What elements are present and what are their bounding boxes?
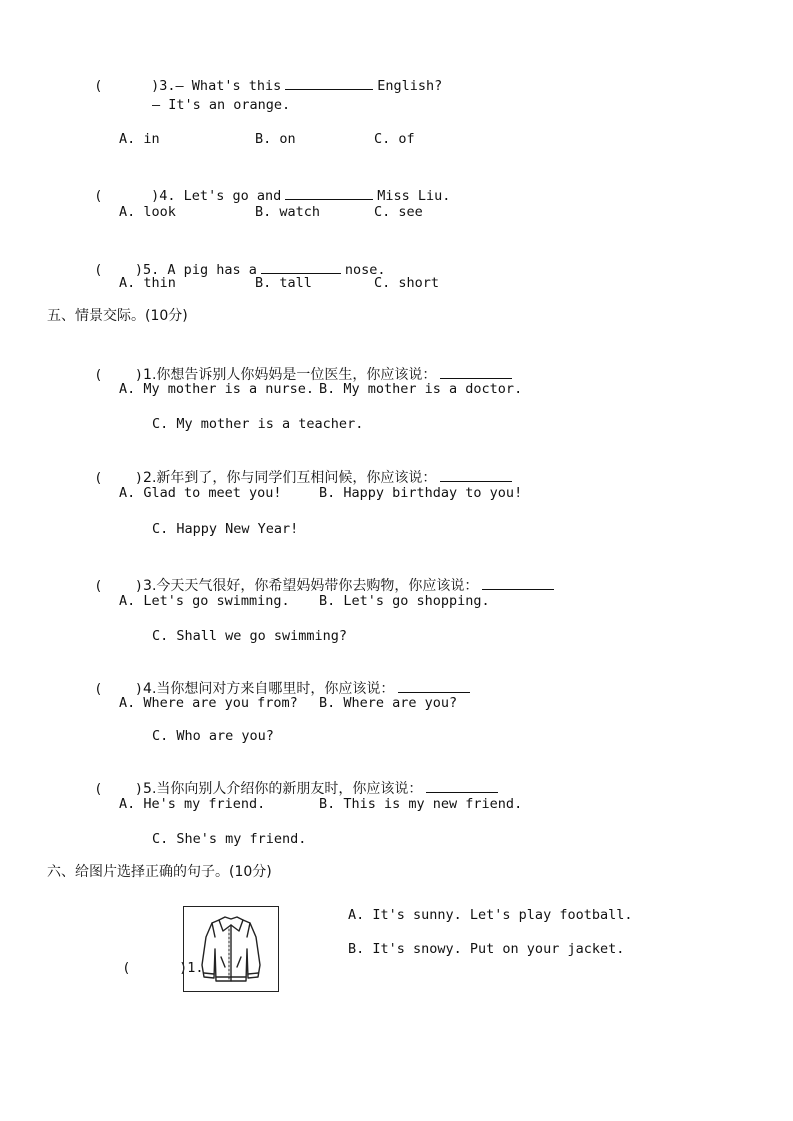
option-a: A. Where are you from? — [119, 695, 298, 711]
question-text-end: English? — [377, 78, 443, 94]
answer-paren[interactable]: ( ) — [122, 960, 188, 976]
question-text-end: nose. — [344, 262, 386, 278]
question-5-3 — [78, 558, 558, 595]
jacket-icon — [184, 907, 278, 991]
question-5-5 — [78, 761, 502, 798]
section-heading-6: 六、给图片选择正确的句子。(10分) — [47, 864, 272, 880]
answer-paren[interactable]: ( ) — [94, 681, 144, 697]
option-b: B. This is my new friend. — [319, 796, 523, 812]
option-b: B. Where are you? — [319, 695, 458, 711]
answer-blank[interactable] — [482, 576, 554, 590]
option-c: C. Happy New Year! — [152, 521, 299, 537]
question-text-end: Miss Liu. — [377, 188, 451, 204]
option-b: B. Happy birthday to you! — [319, 485, 523, 501]
question-text: 1.你想告诉别人你妈妈是一位医生，你应该说： — [143, 367, 437, 383]
option-a: A. It's sunny. Let's play football. — [348, 907, 633, 923]
option-b: B. It's snowy. Put on your jacket. — [348, 941, 625, 957]
option-a: A. in — [119, 131, 160, 147]
option-c: C. She's my friend. — [152, 831, 307, 847]
option-a: A. thin — [119, 275, 176, 291]
question-picture-frame — [183, 906, 279, 992]
question-number: 1. — [187, 960, 204, 976]
answer-blank[interactable] — [426, 779, 498, 793]
question-text: 2.新年到了，你与同学们互相问候，你应该说： — [143, 470, 437, 486]
answer-blank[interactable] — [398, 679, 470, 693]
option-a: A. look — [119, 204, 176, 220]
answer-blank[interactable] — [440, 468, 512, 482]
answer-blank[interactable] — [261, 260, 341, 274]
option-b: B. Let's go shopping. — [319, 593, 490, 609]
answer-paren[interactable]: ( ) — [94, 188, 160, 204]
answer-paren[interactable]: ( ) — [94, 78, 160, 94]
option-a: A. My mother is a nurse. — [119, 381, 315, 397]
answer-blank[interactable] — [440, 365, 512, 379]
question-text: 5.当你向别人介绍你的新朋友时，你应该说： — [143, 781, 423, 797]
answer-paren[interactable]: ( ) — [94, 470, 144, 486]
option-b: B. on — [255, 131, 296, 147]
option-c: C. see — [374, 204, 423, 220]
option-a: A. Let's go swimming. — [119, 593, 290, 609]
question-text: 4.当你想问对方来自哪里时，你应该说： — [143, 681, 395, 697]
option-b: B. tall — [255, 275, 312, 291]
option-b: B. My mother is a doctor. — [319, 381, 523, 397]
option-c: C. short — [374, 275, 440, 291]
question-text: 5. A pig has a — [143, 262, 257, 278]
question-4-3-answer: — It's an orange. — [152, 97, 291, 113]
option-b: B. watch — [255, 204, 321, 220]
answer-paren[interactable]: ( ) — [94, 367, 144, 383]
answer-blank[interactable] — [285, 186, 373, 200]
option-c: C. My mother is a teacher. — [152, 416, 364, 432]
question-5-2 — [78, 450, 516, 487]
option-a: A. He's my friend. — [119, 796, 266, 812]
question-text: 3.— What's this — [159, 78, 282, 94]
option-c: C. of — [374, 131, 415, 147]
option-a: A. Glad to meet you! — [119, 485, 282, 501]
section-heading-5: 五、情景交际。(10分) — [47, 308, 188, 324]
question-4-3 — [78, 58, 442, 95]
question-5-4 — [78, 661, 474, 698]
answer-paren[interactable]: ( ) — [94, 781, 144, 797]
answer-blank[interactable] — [285, 76, 373, 90]
question-text: 3.今天天气很好，你希望妈妈带你去购物，你应该说： — [143, 578, 479, 594]
question-5-1 — [78, 347, 516, 384]
question-text: 4. Let's go and — [159, 188, 282, 204]
option-c: C. Who are you? — [152, 728, 274, 744]
option-c: C. Shall we go swimming? — [152, 628, 348, 644]
answer-paren[interactable]: ( ) — [94, 578, 144, 594]
question-4-4 — [78, 168, 450, 205]
answer-paren[interactable]: ( ) — [94, 262, 144, 278]
